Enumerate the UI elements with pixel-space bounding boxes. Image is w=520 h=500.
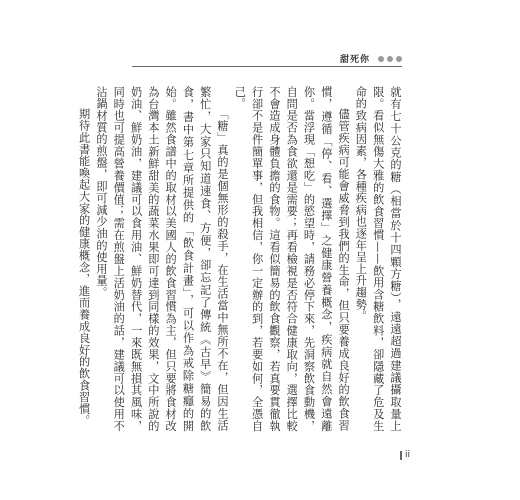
running-header-title: 甜死你 [339, 55, 370, 65]
paragraph: 「糖」真的是個無形的殺手，在生活當中無所不在，但因生活繁忙，大家只知道速食、方便，卻忘記了傳統《古早》簡易的飲食，書中第七章所提供的「飲食計畫」，可以作為戒除糖癮的開始。雖然食譜中的取材以美國人的飲食習慣為主，但只要將食材改為台灣本土新鮮甜美的蔬菜水果即可達到同樣的效果，文中所說的奶油、鮮奶油，建議可以食用油、鮮奶替代，一來既無損其風味，同時也可提高營養價值；需在煎盤上活奶油的話，建議可以使用不沾鍋材質的煎盤，即可減少油的使用量。 [94, 86, 230, 432]
dot-icon [396, 56, 402, 62]
body-text [77, 86, 404, 432]
page-number-text: ii [404, 450, 410, 460]
header-dots-ornament [378, 56, 402, 62]
dot-icon [387, 56, 393, 62]
page-number-bar [400, 451, 402, 460]
page-number [400, 450, 410, 460]
paragraph: 儘管疾病可能會威脅到我們的生命，但只要養成良好的飲食習慣，遵循「停、看、選擇」之健康營養概念，疾病就自然會遠離你。當浮現「想吃」的慾望時，請務必停下來，先洞察飲食動機，自問是否為食欲還是需要；再看檢視是否符合健康取向，選擇比較不會造成身體負擔的食物。這看似簡易的飲食觀察，若真要貫徹執行卻不是件簡單事，但我相信，你一定辦的到，若要如何，全憑自己。 [233, 86, 351, 432]
paragraph: 就有七十公克的糖（相當於十四顆方糖），遠遠超過建議攝取量上限。看似無傷大雅的飲食習慣——飲用含糖飲料，卻隱藏了危及生命的致病因素，各種疾病也逐年呈上升趨勢。 [354, 86, 402, 432]
dot-icon [378, 56, 384, 62]
paragraph: 期待此書能喚起大家的健康概念，進而養成良好的飲食習慣。 [77, 108, 91, 427]
running-header [340, 52, 402, 65]
header-divider [132, 66, 402, 67]
